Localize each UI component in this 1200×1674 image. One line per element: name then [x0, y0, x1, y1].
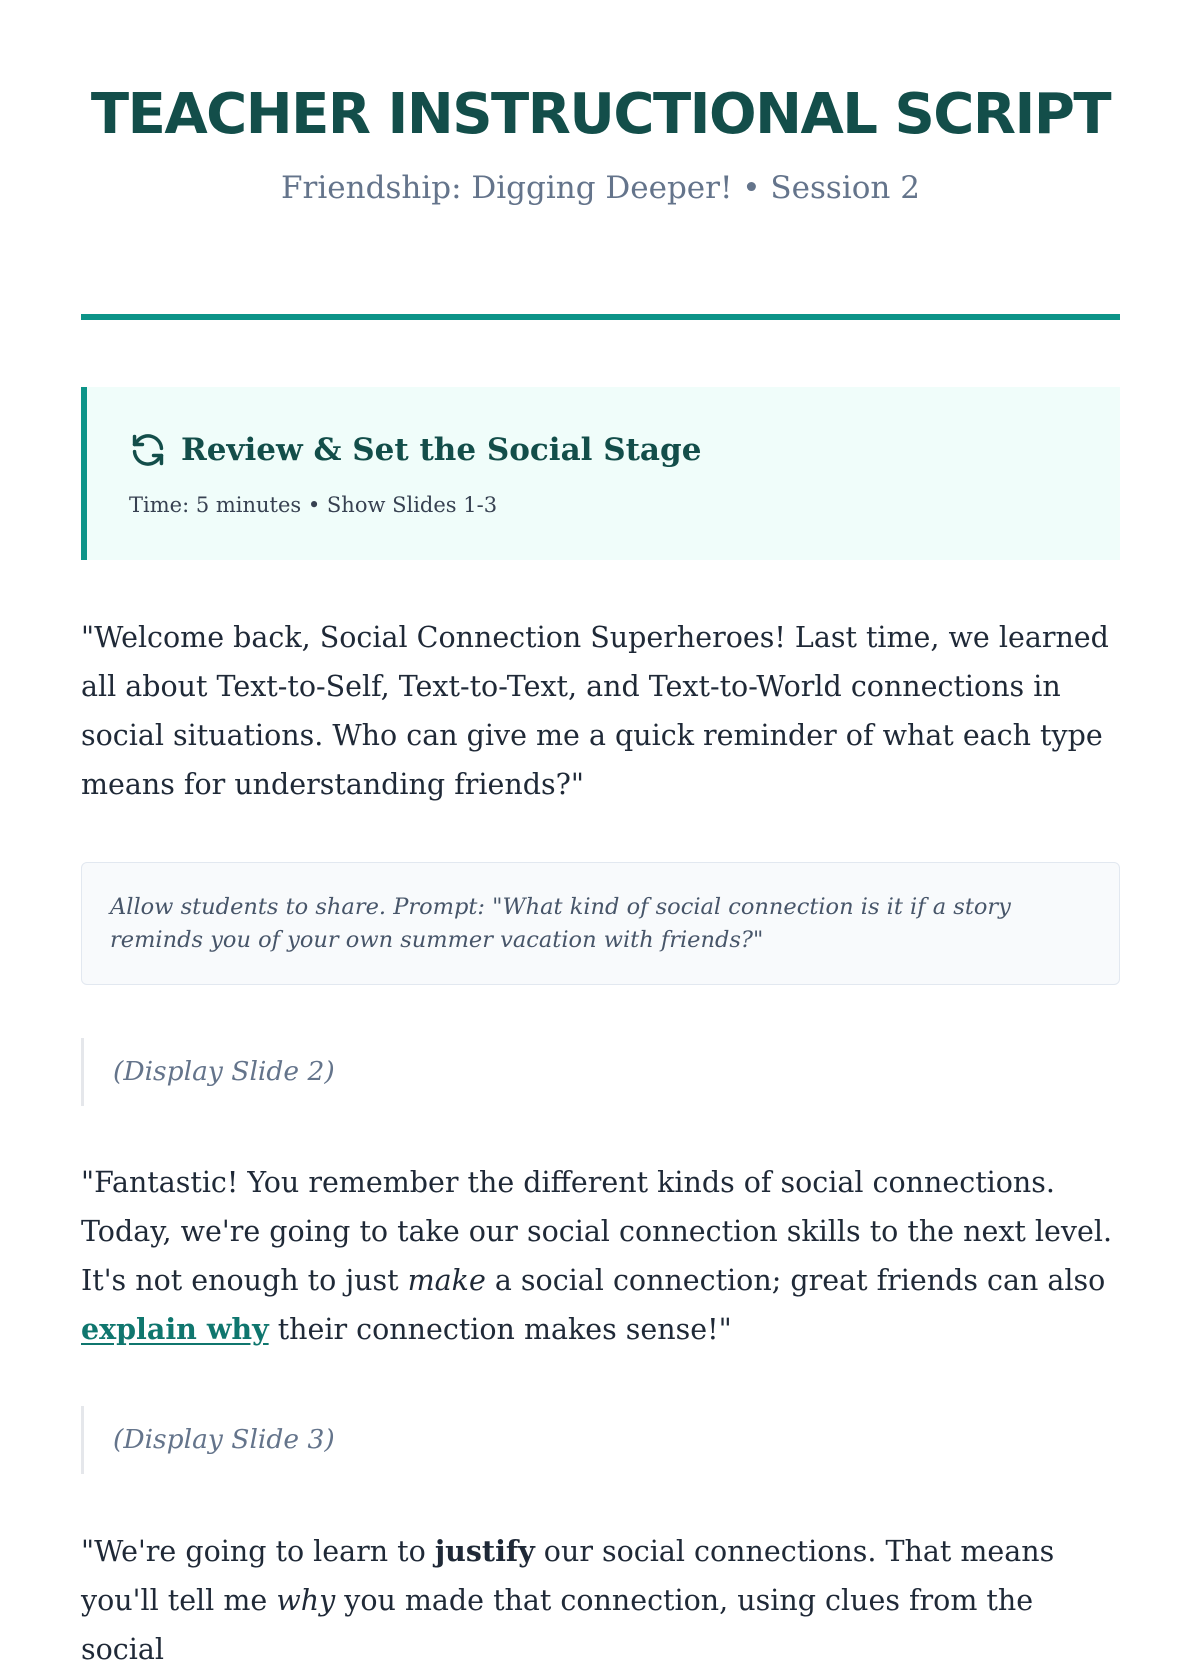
page-subtitle: Friendship: Digging Deeper! • Session 2	[281, 170, 920, 206]
slide-cue-3: (Display Slide 3)	[81, 1406, 481, 1474]
slide-cue-2: (Display Slide 2)	[81, 1038, 481, 1106]
script-paragraph-justify	[81, 1527, 1120, 1674]
paragraph-text: you made that connection, using clues from the social	[81, 1584, 1034, 1666]
paragraph-text: our social connections. That means you'll tell me	[81, 1535, 1055, 1617]
page-title: TEACHER INSTRUCTIONAL SCRIPT	[90, 82, 1111, 147]
explain-why-link[interactable]: explain why	[81, 1312, 269, 1346]
emphasis-why: why	[276, 1584, 336, 1617]
strong-justify: justify	[434, 1534, 535, 1568]
section-title: Review & Set the Social Stage	[181, 432, 702, 468]
header-divider	[81, 314, 1120, 320]
script-paragraph-welcome: "Welcome back, Social Connection Superheroes! Last time, we learned all about Text-to-Self, Text-to-Text, and Text-to-World connections in social situations. Who can give me a quick reminder of what each type means for understanding friends?"	[81, 621, 1109, 801]
section-review-set-stage	[81, 387, 1120, 560]
teacher-note: Allow students to share. Prompt: "What kind of social connection is it if a story reminds you of your own summer vacation with friends?"	[81, 862, 1120, 985]
section-header	[129, 431, 701, 469]
section-meta: Time: 5 minutes • Show Slides 1-3	[129, 493, 498, 517]
paragraph-text: "Fantastic! You remember the different kinds of social connections. Today, we're going to take our social connection skills to the next level. It's not enough to just	[81, 1166, 1113, 1297]
script-paragraph-next-level	[81, 1158, 1120, 1354]
paragraph-text: their connection makes sense!"	[268, 1313, 732, 1346]
paragraph-text: "We're going to learn to	[81, 1535, 435, 1568]
emphasis-make: make	[407, 1264, 486, 1297]
instructional-script-page	[81, 0, 1120, 1666]
refresh-icon	[129, 431, 167, 469]
paragraph-text: a social connection; great friends can also	[485, 1264, 1106, 1297]
